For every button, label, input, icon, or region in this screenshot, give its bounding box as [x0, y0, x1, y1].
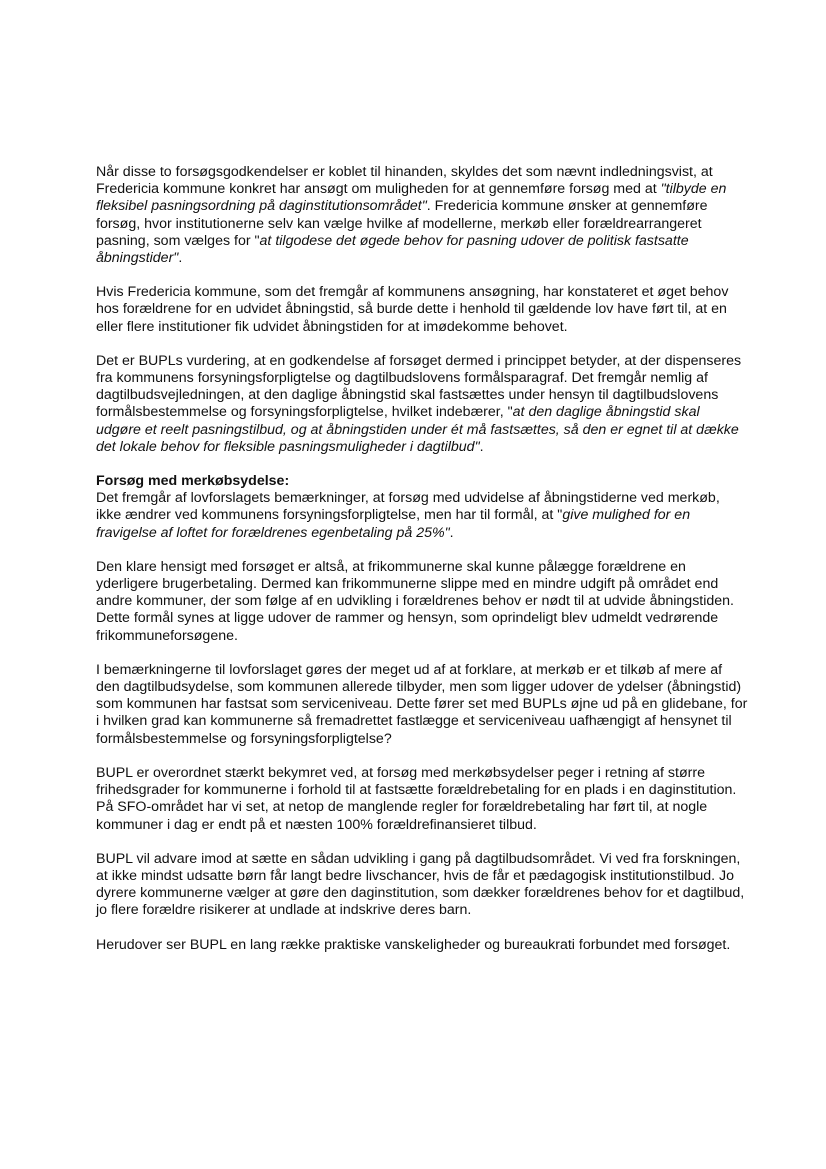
- paragraph-3-text-b: .: [479, 438, 484, 455]
- paragraph-9: Herudover ser BUPL en lang række praktiske vanskeligheder og bureaukrati forbundet med forsøget.: [96, 936, 731, 953]
- paragraph-1-quote-a: "tilbyde en fleksibel pasningsordning på daginstitutionsområdet": [96, 181, 727, 215]
- document-page: [96, 164, 748, 954]
- paragraph-1-text-c: .: [178, 250, 183, 267]
- paragraph-4: [96, 490, 748, 542]
- paragraph-1-text-a: Når disse to forsøgsgodkendelser er koblet til hinanden, skyldes det som nævnt indledningsvist, at Fredericia kommune konkret har ansøgt om muligheden for at gennemføre forsøg med at: [96, 164, 713, 198]
- paragraph-1: [96, 164, 748, 267]
- paragraph-6: I bemærkningerne til lovforslaget gøres der meget ud af at forklare, at merkøb er et tilkøb af mere af den dagtilbudsydelse, som kommunen allerede tilbyder, men som ligger udover de ydelser (åbningstid) som kommunen har fastsat som serviceniveau. Dette fører set med BUPLs øjne ud på en glidebane, for i hvilken grad kan kommunerne så fremadrettet fastlægge et serviceniveau uafhængigt af hensynet til formålsbestemmelse og forsyningsforpligtelse?: [96, 661, 748, 747]
- paragraph-3-quote: at den daglige åbningstid skal udgøre et reelt pasningstilbud, og at åbningstiden under ét må fastsættes, så den er egnet til at dække det lokale behov for fleksible pasningsmuligheder i dagtilbud": [96, 404, 739, 455]
- paragraph-2: Hvis Fredericia kommune, som det fremgår af kommunens ansøgning, har konstateret et øget behov hos forældrene for en udvidet åbningstid, så burde dette i henhold til gældende lov have ført til, at en eller flere institutioner fik udvidet åbningstiden for at imødekomme behovet.: [96, 284, 729, 335]
- paragraph-4-text-b: .: [449, 524, 454, 541]
- paragraph-3-text-a: Det er BUPLs vurdering, at en godkendelse af forsøget dermed i princippet betyder, at der dispenseres fra kommunens forsyningsforpligtelse og dagtilbudslovens formålsparagraf. Det fremgår nemlig af dagtilbudsvejledningen, at den daglige åbningstid skal fastsættes under hensyn til dagtilbudslovens formålsbestemmelse og forsyningsforpligtelse, hvilket indebærer, ": [96, 352, 742, 421]
- paragraph-8: BUPL vil advare imod at sætte en sådan udvikling i gang på dagtilbudsområdet. Vi ved fra forskningen, at ikke mindst udsatte børn får langt bedre livschancer, hvis de får et pædagogisk institutionstilbud. Jo dyrere kommunerne vælger at gøre den daginstitution, som dækker forældrenes behov for et dagtilbud, jo flere forældre risikerer at undlade at indskrive deres barn.: [96, 850, 745, 919]
- paragraph-4-quote: give mulighed for en fravigelse af loftet for forældrenes egenbetaling på 25%": [96, 507, 691, 541]
- paragraph-3: [96, 353, 748, 456]
- paragraph-7: BUPL er overordnet stærkt bekymret ved, at forsøg med merkøbsydelser peger i retning af større frihedsgrader for kommunerne i forhold til at fastsætte forældrebetaling for en plads i en daginstitution. På SFO-området har vi set, at netop de manglende regler for forældrebetaling har ført til, at nogle kommuner i dag er endt på et næsten 100% forældrefinansieret tilbud.: [96, 764, 737, 833]
- section-heading: Forsøg med merkøbsydelse:: [96, 473, 290, 490]
- paragraph-1-text-b: . Fredericia kommune ønsker at gennemføre forsøg, hvor institutionerne selv kan vælge hvilke af modellerne, merkøb eller forældrearrangeret pasning, som vælges for ": [96, 198, 708, 249]
- paragraph-4-text-a: Det fremgår af lovforslagets bemærkninger, at forsøg med udvidelse af åbningstiderne ved merkøb, ikke ændrer ved kommunens forsyningsforpligtelse, men har til formål, at ": [96, 490, 720, 524]
- paragraph-1-quote-b: at tilgodese det øgede behov for pasning udover de politisk fastsatte åbningstider": [96, 232, 689, 267]
- paragraph-5: Den klare hensigt med forsøget er altså, at frikommunerne skal kunne pålægge forældrene en yderligere brugerbetaling. Dermed kan frikommunerne slippe med en mindre udgift på området end andre kommuner, der som følge af en udvikling i forældrenes behov er nødt til at udvide åbningstiden. Dette formål synes at ligge udover de rammer og hensyn, som oprindeligt blev udmeldt vedrørende frikommuneforsøgene.: [96, 558, 735, 644]
